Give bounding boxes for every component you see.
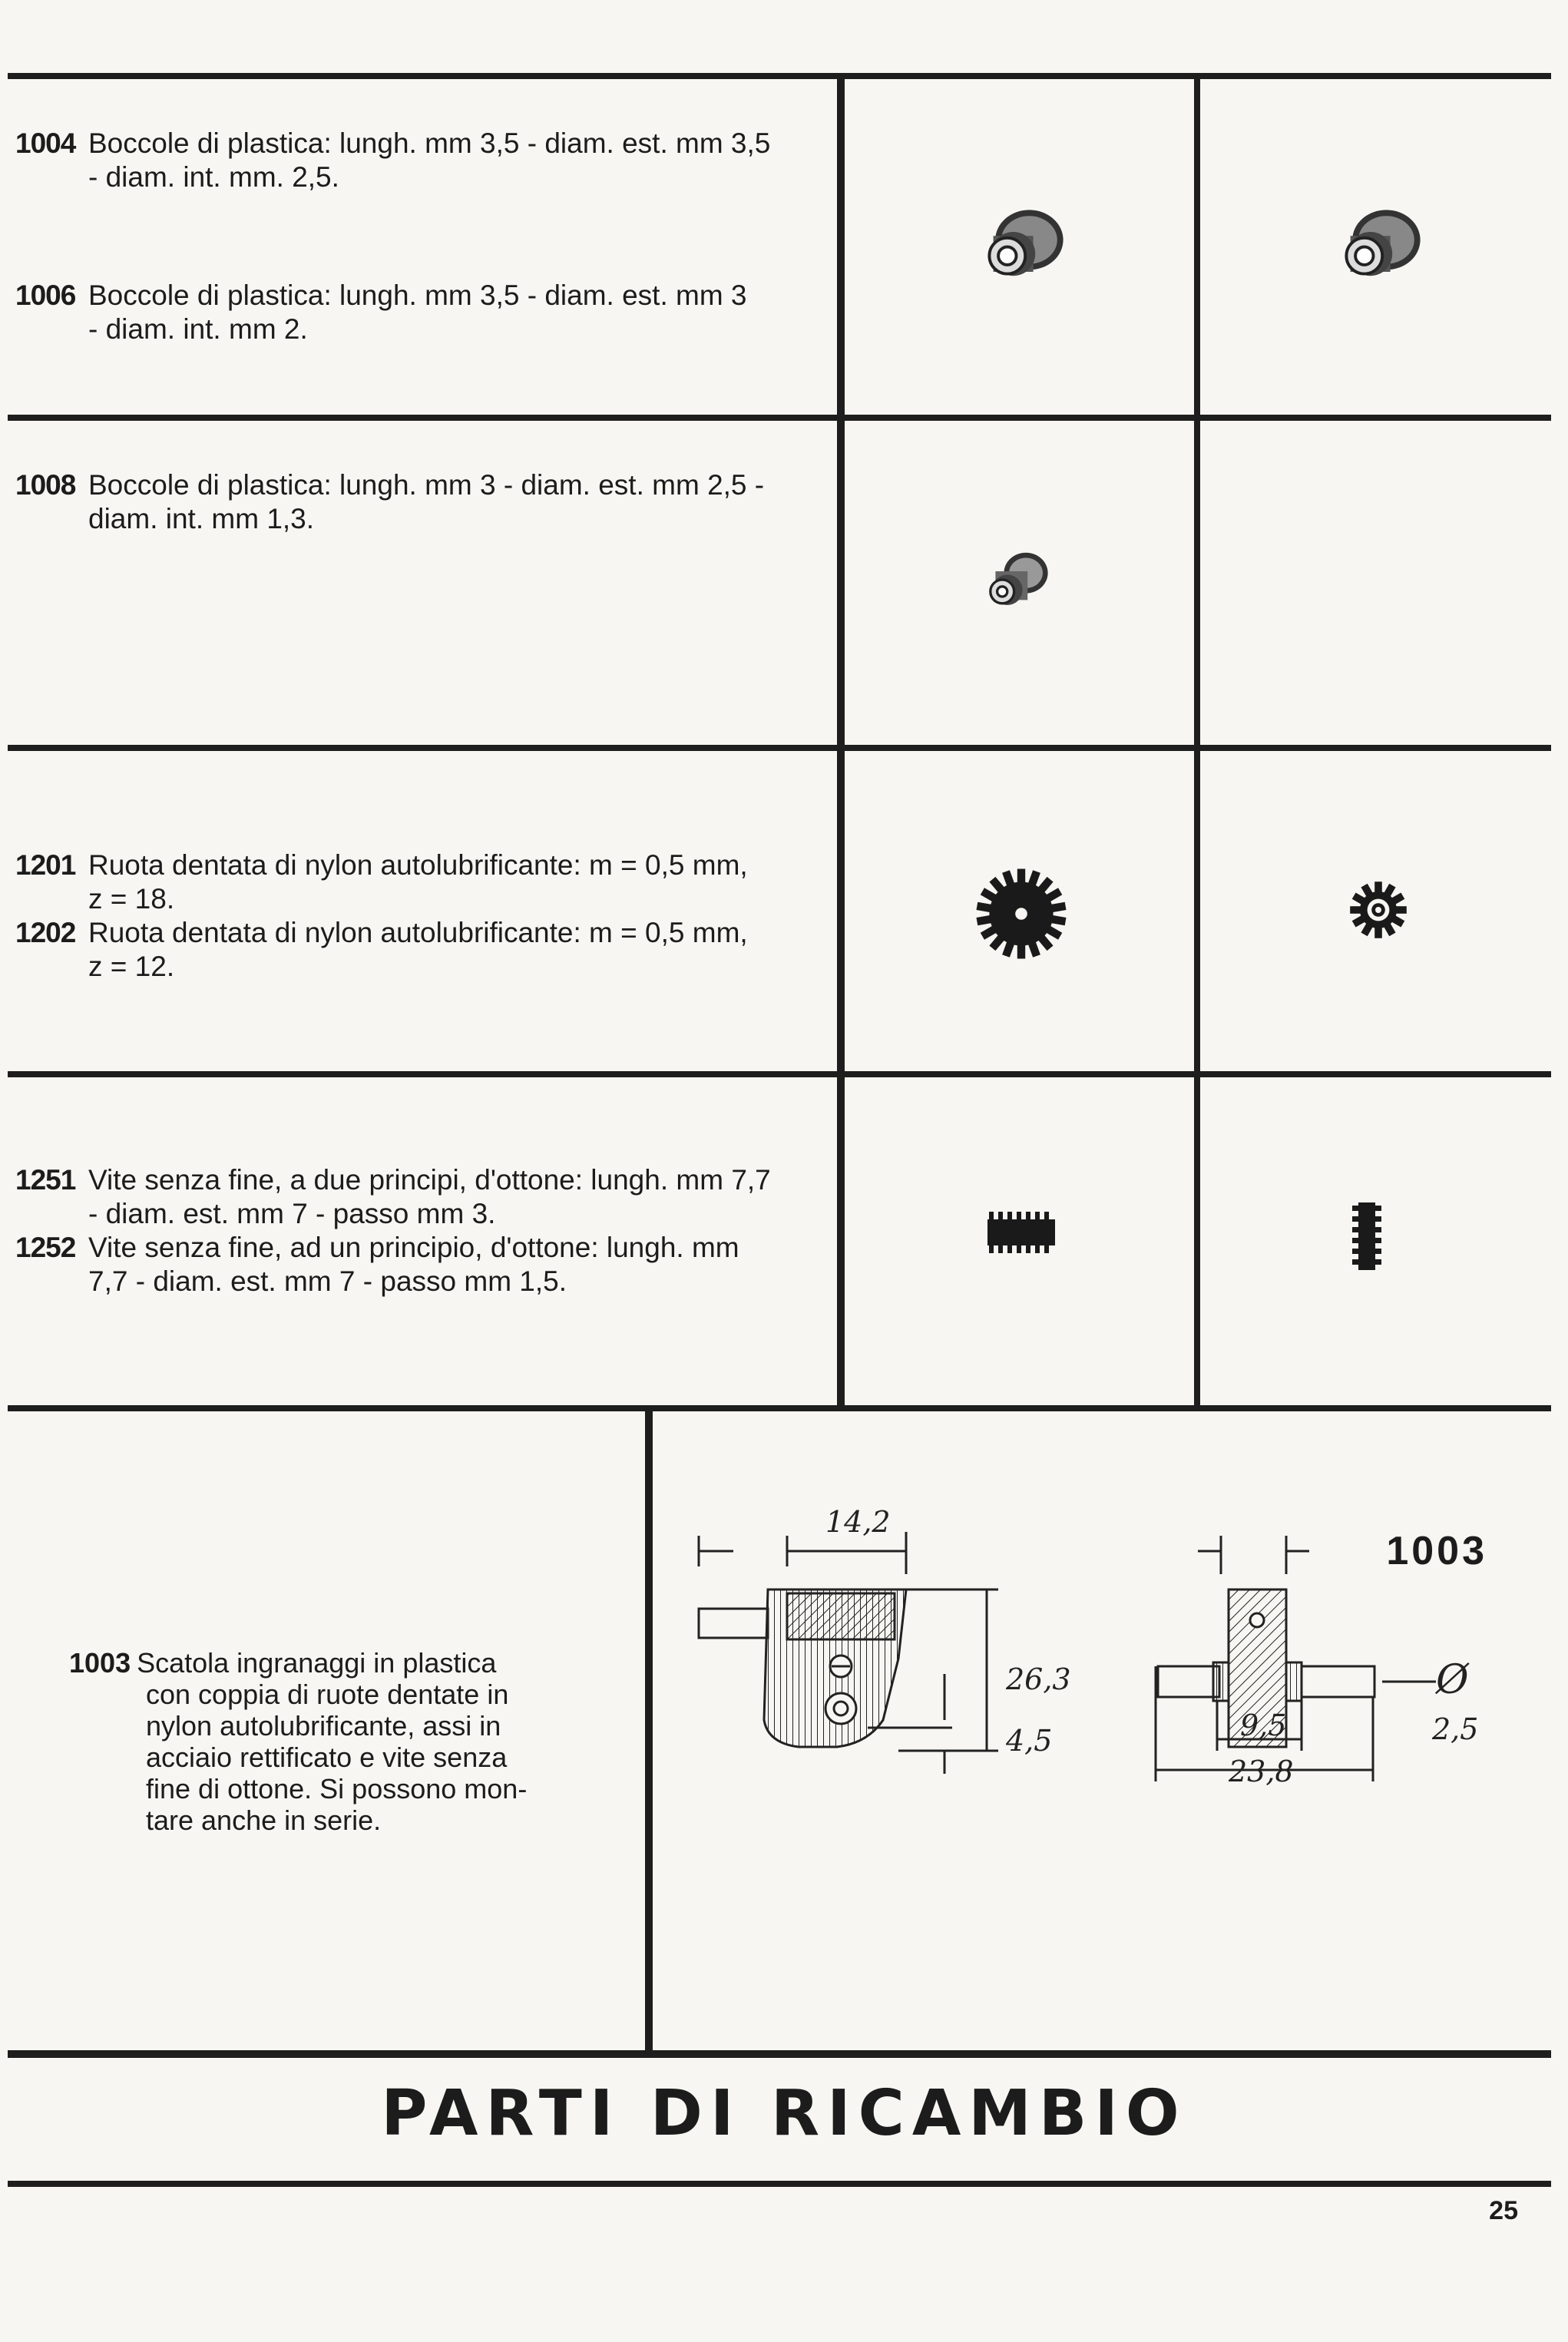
entry-description: Boccole di plastica: lungh. mm 3,5 - diam. est. mm 3,5 [88,127,771,159]
entry-code: 1008 [15,469,76,501]
diameter-symbol: Ø [1436,1657,1469,1703]
entry-code: 1006 [15,280,76,311]
gearbox-line: tare anche in serie. [146,1804,382,1836]
gearbox-line: acciaio rettificato e vite senza [146,1742,508,1773]
entry-code: 1004 [15,127,76,159]
entry-1251-1252 [15,1163,829,1298]
entry-1008 [15,468,829,536]
worm-screw-1252-image [1348,1198,1386,1275]
gearbox-description [69,1647,599,1836]
entry-description-cont: - diam. int. mm. 2,5. [88,161,339,193]
entry-1004 [15,127,829,194]
dimension-diameter: 2,5 [1432,1712,1479,1746]
entry-description-cont: - diam. int. mm 2. [88,313,308,345]
entry-description: Boccole di plastica: lungh. mm 3,5 - diam. est. mm 3 [88,280,747,311]
gearbox-code: 1003 [69,1647,131,1679]
grid-col-divider-2 [1194,73,1200,1411]
gear-1201-image [971,864,1071,964]
gearbox-line: nylon autolubrificante, assi in [146,1710,501,1742]
entry-description-cont: 7,7 - diam. est. mm 7 - passo mm 1,5. [88,1265,567,1297]
grid-line-row1 [8,415,1551,421]
entry-1201-1202 [15,848,829,984]
entry-description: Ruota dentata di nylon autolubrificante: m = 0,5 mm, [88,849,748,881]
entry-description: Ruota dentata di nylon autolubrificante: m = 0,5 mm, [88,917,748,948]
dimension-inner-width: 9,5 [1240,1709,1287,1742]
entry-description-cont: - diam. est. mm 7 - passo mm 3. [88,1198,496,1229]
entry-description-cont: z = 18. [88,883,175,915]
grid-line-row2 [8,745,1551,751]
dimension-offset: 4,5 [1006,1724,1053,1758]
dimension-width-top: 14,2 [825,1505,891,1539]
gearbox-line: fine di ottone. Si possono mon- [146,1773,528,1804]
grid-line-bottom [8,2050,1551,2058]
gearbox-line: con coppia di ruote dentate in [146,1679,509,1710]
dimension-height: 26,3 [1006,1662,1071,1696]
entry-code: 1252 [15,1232,76,1263]
entry-1006 [15,279,829,346]
page-number: 25 [1489,2196,1518,2225]
entry-description: Vite senza fine, ad un principio, d'ottone: lungh. mm [88,1232,739,1263]
entry-description-cont: diam. int. mm 1,3. [88,503,315,534]
dimension-total-width: 23,8 [1229,1755,1294,1788]
entry-code: 1202 [15,917,76,948]
entry-description-cont: z = 12. [88,951,175,982]
grid-line-row3 [8,1071,1551,1077]
worm-screw-1251-image [983,1206,1060,1259]
entry-code: 1201 [15,849,76,881]
drawing-label: 1003 [1386,1529,1487,1573]
bushing-1008-image [975,538,1060,622]
gearbox-technical-drawing [676,1490,1505,1920]
grid-line-footer [8,2181,1551,2187]
entry-description: Vite senza fine, a due principi, d'ottone: lungh. mm 7,7 [88,1164,771,1196]
bushing-1004-image [971,192,1071,292]
entry-code: 1251 [15,1164,76,1196]
bushing-1006-image [1328,192,1428,292]
entry-description: Boccole di plastica: lungh. mm 3 - diam. est. mm 2,5 - [88,469,765,501]
page-title: PARTI DI RICAMBIO [381,2077,1187,2150]
grid-line-top [8,73,1551,79]
gear-1202-image [1348,879,1409,941]
grid-line-row4 [8,1405,1551,1411]
gearbox-first-line: 1003 Scatola ingranaggi in plastica [69,1647,497,1679]
grid-col-divider-1 [837,73,845,1411]
grid-col-divider-3 [645,1411,653,2050]
